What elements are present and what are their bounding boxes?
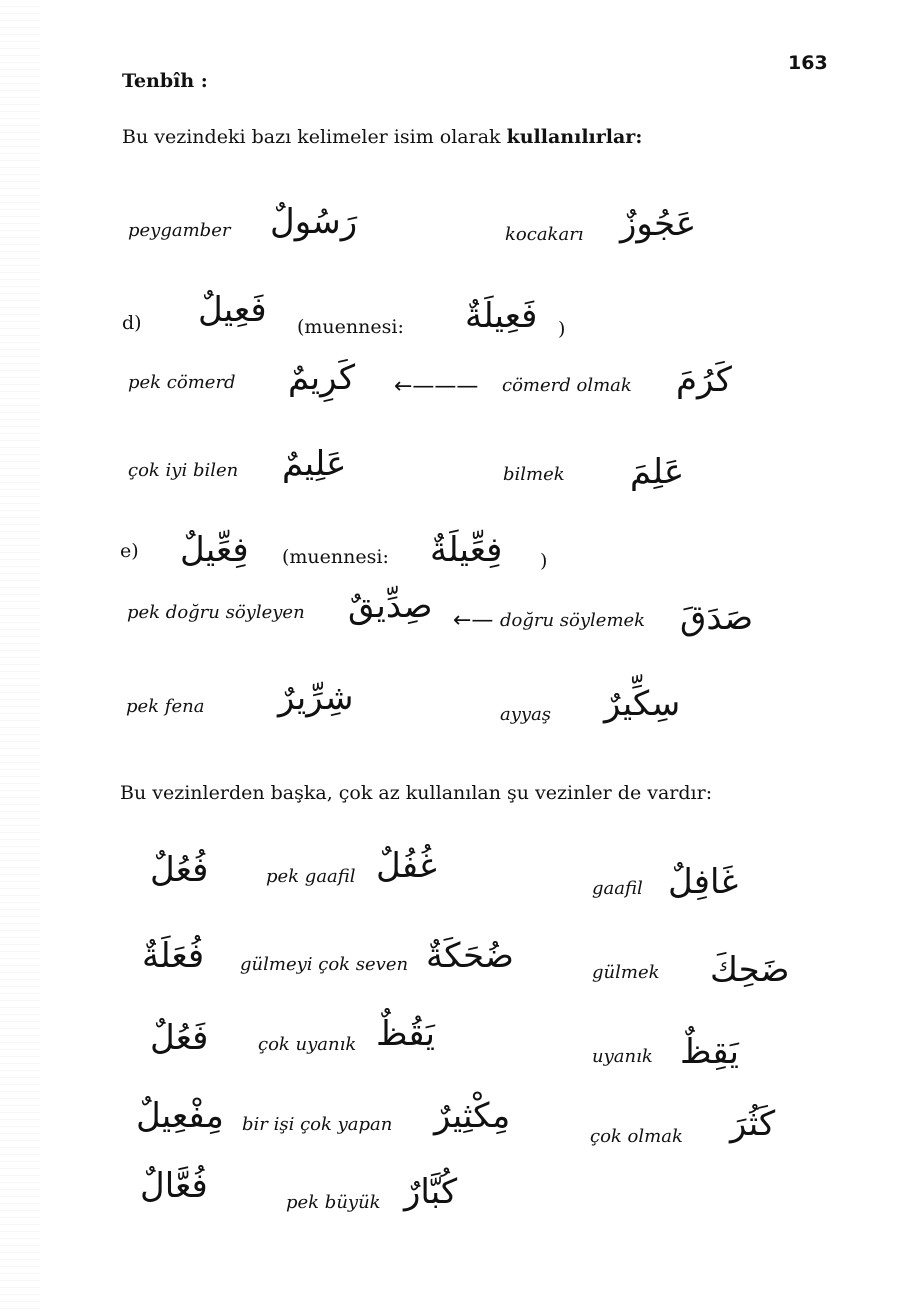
e-row1-tr2: doğru söylemek	[500, 610, 646, 631]
p5-pattern: فُعَّالٌ	[140, 1166, 208, 1206]
e-label: e)	[120, 540, 139, 562]
intro-line	[122, 126, 642, 148]
p5-ar1: كُبَّارٌ	[404, 1172, 458, 1212]
d-row2-tr1: çok iyi bilen	[128, 460, 239, 481]
p1-ar1: غُفُلٌ	[376, 846, 437, 886]
e-pattern: فِعِّيلٌ	[180, 530, 249, 570]
p1-pattern: فُعُلٌ	[150, 850, 209, 890]
p3-tr2: uyanık	[592, 1046, 653, 1067]
other-line: Bu vezinlerden başka, çok az kullanılan şu vezinler de vardır:	[120, 782, 713, 804]
d-row2-ar2: عَلِمَ	[630, 452, 685, 492]
e-row2-tr2: ayyaş	[500, 704, 552, 725]
row1-ar1: رَسُولٌ	[270, 202, 358, 242]
p4-ar1: مِكْثِيرٌ	[434, 1096, 511, 1136]
d-label: d)	[122, 312, 142, 334]
e-paren-close: )	[540, 550, 548, 572]
d-pattern: فَعِيلٌ	[198, 290, 267, 330]
p2-pattern: فُعَلَةٌ	[142, 936, 205, 976]
p4-pattern: مِفْعِيلٌ	[136, 1096, 224, 1136]
d-row2-ar1: عَلِيمٌ	[282, 444, 347, 484]
d-fem: فَعِيلَةٌ	[465, 296, 538, 336]
d-paren-close: )	[558, 318, 566, 340]
intro-bold: kullanılırlar:	[506, 126, 643, 148]
e-row1-tr1: pek doğru söyleyen	[127, 602, 305, 623]
e-fem: فِعِّيلَةٌ	[430, 530, 503, 570]
d-row1-tr2: cömerd olmak	[502, 375, 632, 396]
e-row2-tr1: pek fena	[126, 696, 205, 717]
p4-ar2: كَثُرَ	[730, 1104, 776, 1144]
p1-ar2: غَافِلٌ	[668, 862, 739, 902]
p2-tr2: gülmek	[592, 962, 660, 983]
d-row2-tr2: bilmek	[503, 464, 565, 485]
e-paren-open: (muennesi:	[282, 546, 389, 568]
p3-tr1: çok uyanık	[258, 1034, 357, 1055]
p4-tr1: bir işi çok yapan	[242, 1114, 393, 1135]
d-row1-tr1: pek cömerd	[128, 372, 236, 393]
page-number: 163	[788, 52, 828, 74]
e-row1-arrow: ←—	[453, 608, 494, 633]
row1-ar2: عَجُوزٌ	[620, 204, 697, 244]
e-row1-ar2: صَدَقَ	[680, 598, 754, 638]
p3-ar1: يَقُظٌ	[376, 1014, 435, 1054]
p2-ar2: ضَحِكَ	[710, 950, 790, 990]
p3-pattern: فَعُلٌ	[150, 1018, 209, 1058]
intro-text: Bu vezindeki bazı kelimeler isim olarak	[122, 126, 507, 148]
scan-edge	[0, 0, 40, 1312]
p1-tr2: gaafil	[592, 878, 643, 899]
heading: Tenbîh :	[122, 70, 208, 92]
row1-tr2: kocakarı	[505, 224, 584, 245]
p4-tr2: çok olmak	[590, 1126, 683, 1147]
p2-tr1: gülmeyi çok seven	[240, 954, 409, 975]
e-row1-ar1: صِدِّيقٌ	[348, 586, 433, 626]
d-paren-open: (muennesi:	[297, 316, 404, 338]
p1-tr1: pek gaafil	[266, 866, 356, 887]
e-row2-ar2: سِكِّيرٌ	[604, 684, 681, 724]
p2-ar1: ضُحَكَةٌ	[426, 936, 514, 976]
d-row1-ar2: كَرُمَ	[676, 360, 732, 400]
p5-tr1: pek büyük	[286, 1192, 381, 1213]
e-row2-ar1: شِرِّيرٌ	[278, 678, 354, 718]
p3-ar2: يَقِظٌ	[680, 1032, 739, 1072]
d-row1-ar1: كَرِيمٌ	[288, 358, 356, 398]
d-row1-arrow: ←———	[394, 374, 479, 399]
row1-tr1: peygamber	[128, 220, 231, 241]
